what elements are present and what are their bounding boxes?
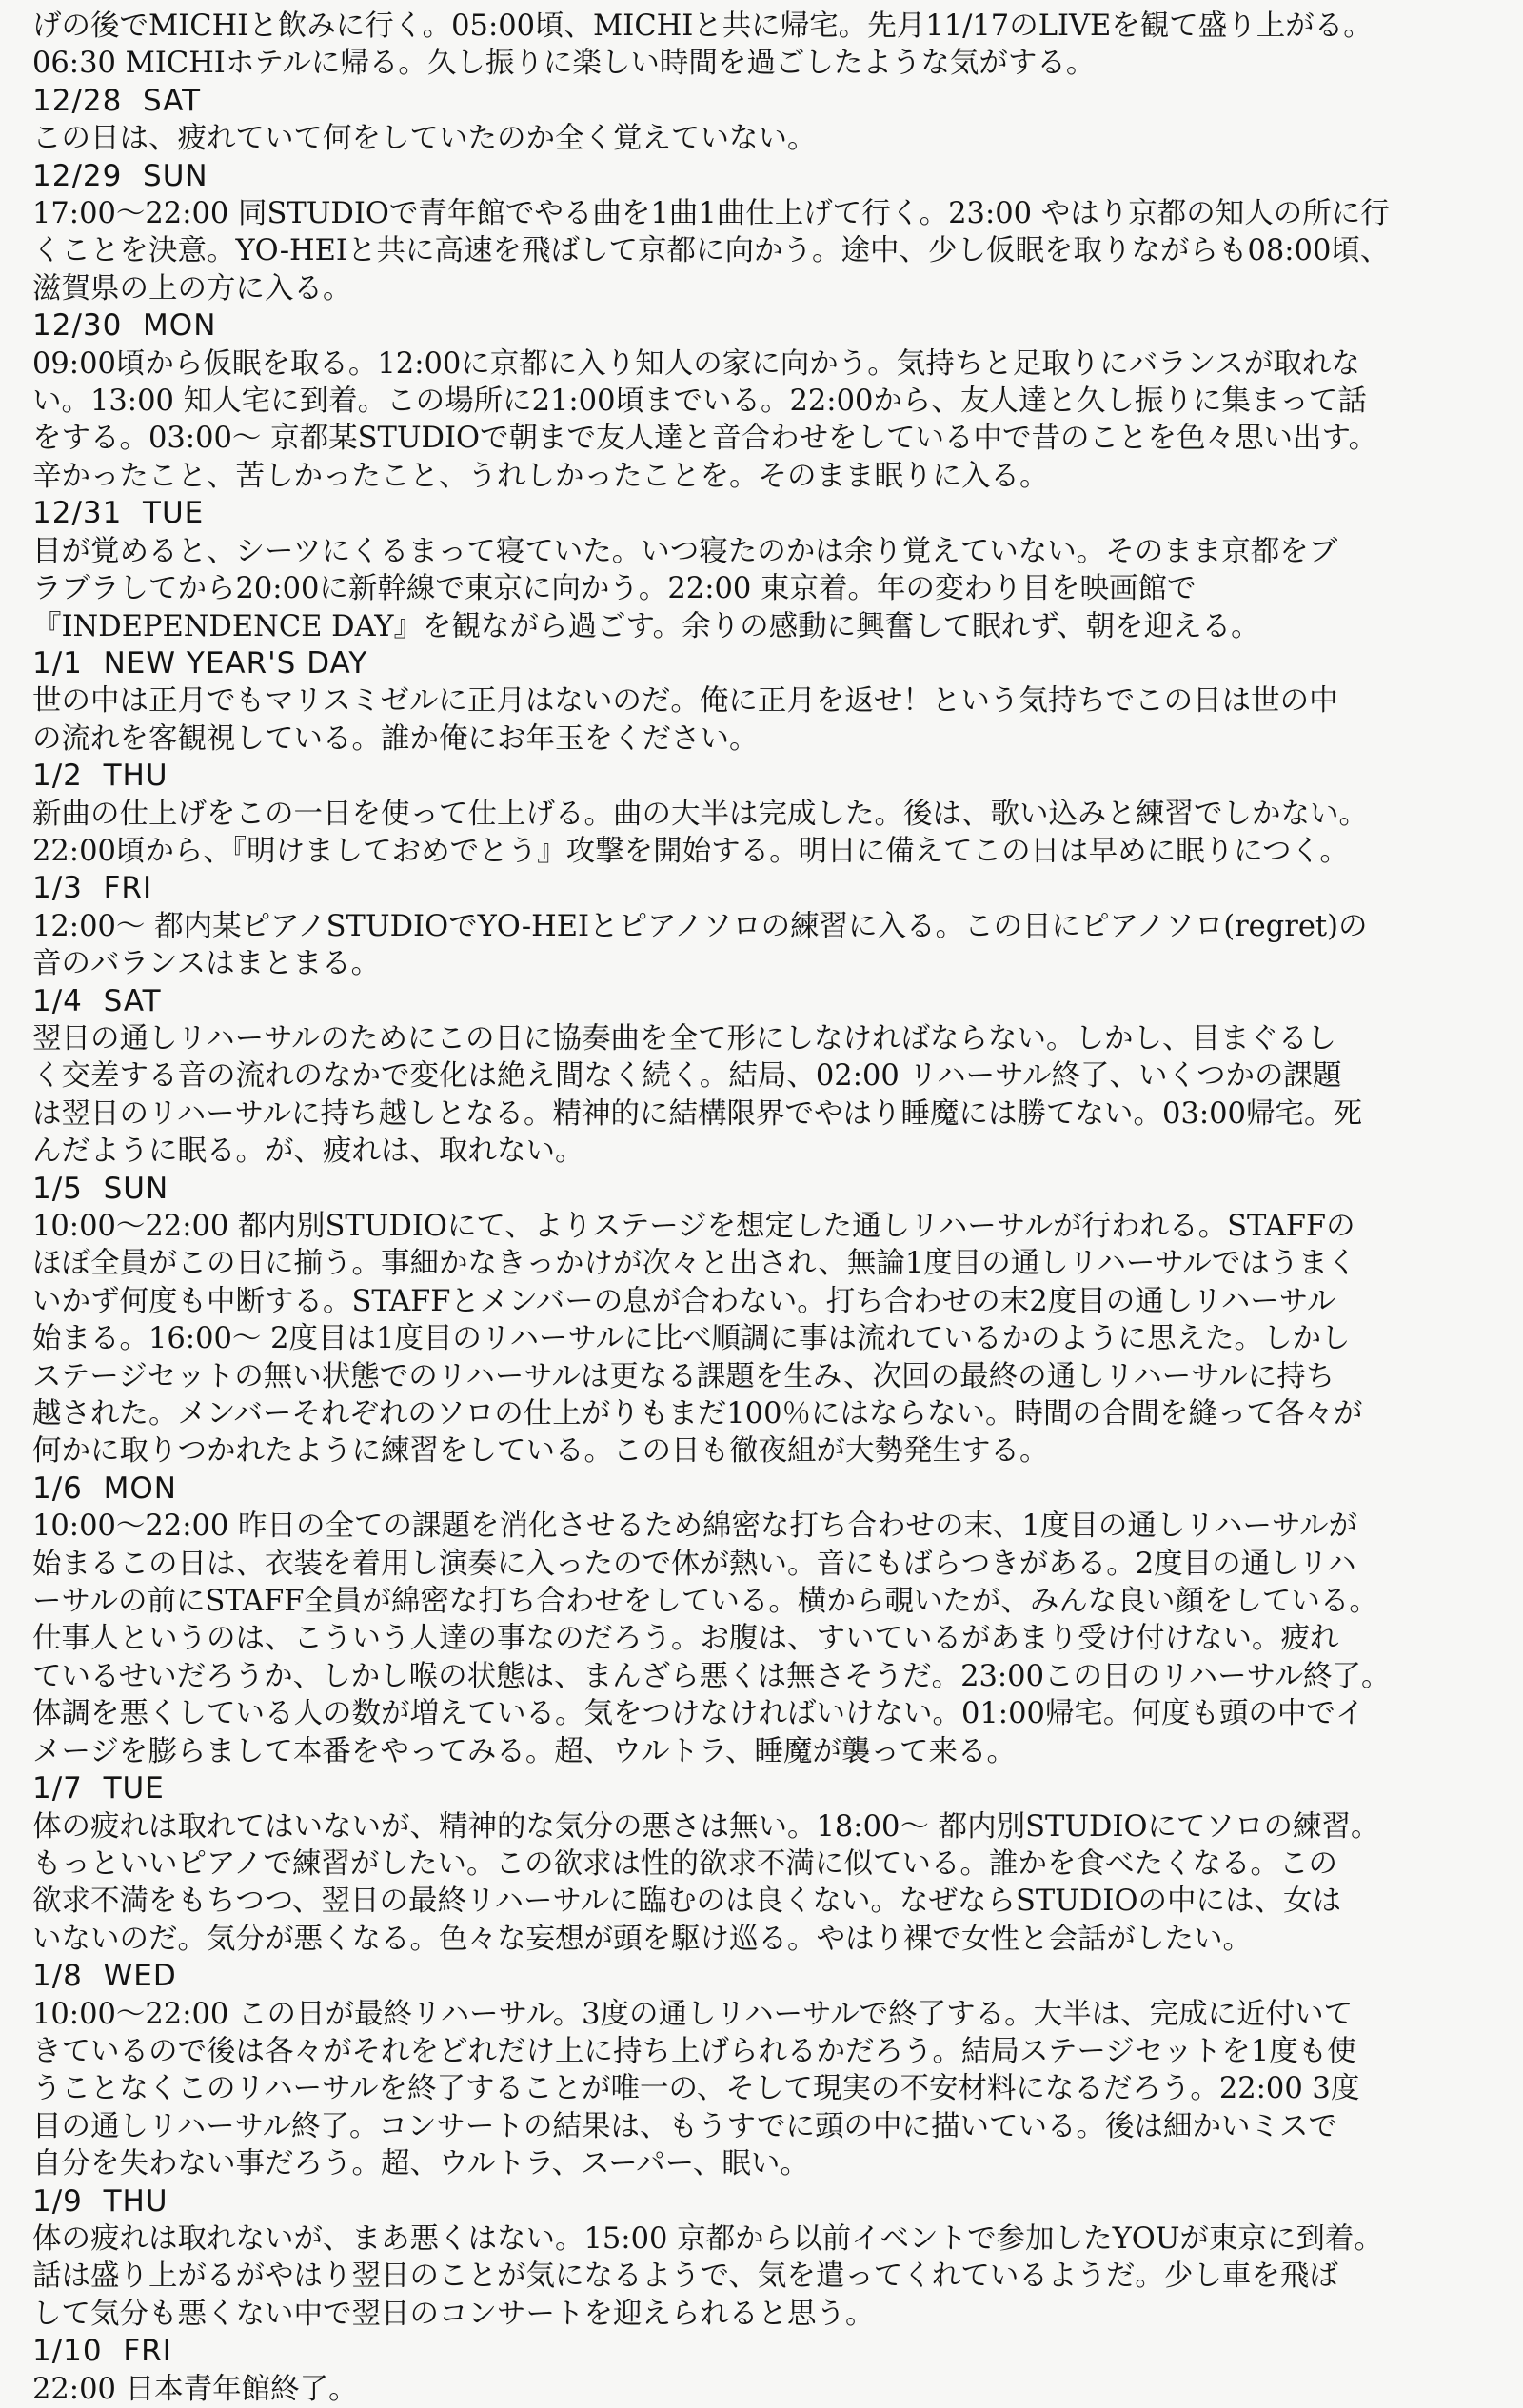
text-line: 『INDEPENDENCE DAY』を観ながら過ごす。余りの感動に興奮して眠れず、朝を迎える。 [32, 609, 1260, 643]
diary-entry [32, 2183, 1502, 2334]
text-line: は翌日のリハーサルに持ち越しとなる。精神的に結構限界でやはり睡魔には勝てない。03:00帰宅。死 [32, 1096, 1362, 1131]
text-line: 何かに取りつかれたように練習をしている。この日も徹夜組が大勢発生する。 [32, 1434, 1049, 1469]
entry-text [32, 533, 1502, 645]
text-line: 滋賀県の上の方に入る。 [32, 271, 352, 306]
text-line: 体調を悪くしている人の数が増えている。気をつけなければいけない。01:00帰宅。何度も頭の中でイ [32, 1697, 1365, 1731]
entry-date: 12/29 SUN [32, 158, 208, 193]
diary-entry [32, 2333, 1502, 2408]
diary-entry [32, 1770, 1502, 1958]
text-line: 09:00頃から仮眠を取る。12:00に京都に入り知人の家に向かう。気持ちと足取りにバランスが取れな [32, 346, 1360, 381]
text-line: 世の中は正月でもマリスミゼルに正月はないのだ。俺に正月を返せ！という気持ちでこの日は世の中 [32, 684, 1338, 719]
entry-text [32, 908, 1502, 983]
text-line: 目の通しリハーサル終了。コンサートの結果は、もうすでに頭の中に描いている。後は細かいミスで [32, 2109, 1337, 2143]
diary-entry [32, 870, 1502, 982]
text-line: ほぼ全員がこの日に揃う。事細かなきっかけが次々と出され、無論1度目の通しリハーサルではうまく [32, 1247, 1357, 1281]
diary-entry [32, 307, 1502, 495]
text-line: 越された。メンバーそれぞれのソロの仕上がりもまだ100％にはならない。時間の合間を縫って各々が [32, 1397, 1363, 1431]
entry-text [32, 8, 1502, 83]
text-line: 22:00頃から、『明けましておめでとう』攻撃を開始する。明日に備えてこの日は早めに眠りにつく。 [32, 834, 1349, 868]
entry-text [32, 1808, 1502, 1959]
text-line: 目が覚めると、シーツにくるまって寝ていた。いつ寝たのかは余り覚えていない。そのまま京都をブ [32, 534, 1338, 568]
text-line: ラブラしてから20:00に新幹線で東京に向かう。22:00 東京着。年の変わり目を映画館で [32, 572, 1197, 606]
text-line: して気分も悪くない中で翌日のコンサートを迎えられると思う。 [32, 2297, 875, 2331]
text-line: くことを決意。YO-HEIと共に高速を飛ばして京都に向かう。途中、少し仮眠を取りながらも08:00頃、 [32, 234, 1390, 268]
text-line: 10:00～22:00 この日が最終リハーサル。3度の通しリハーサルで終了する。大半は、完成に近付いて [32, 1997, 1354, 2031]
entry-date: 1/3 FRI [32, 871, 153, 906]
text-line: 22:00 日本青年館終了。 [32, 2372, 358, 2406]
entry-date: 12/30 MON [32, 308, 217, 344]
text-line: この日は、疲れていて何をしていたのか全く覚えていない。 [32, 122, 817, 156]
entry-date: 1/9 THU [32, 2183, 168, 2219]
text-line: うことなくこのリハーサルを終了することが唯一の、そして現実の不安材料になるだろう。22:00 3度 [32, 2072, 1360, 2106]
entry-date: 1/6 MON [32, 1470, 177, 1506]
diary-entry [32, 8, 1502, 83]
entry-text [32, 2220, 1502, 2333]
text-line: 06:30 MICHIホテルに帰る。久し振りに楽しい時間を過ごしたような気がする。 [32, 47, 1096, 81]
diary-entry [32, 1958, 1502, 2182]
diary-entry [32, 983, 1502, 1171]
text-line: 17:00～22:00 同STUDIOで青年館でやる曲を1曲1曲仕上げて行く。23:00 やはり京都の知人の所に行 [32, 197, 1390, 231]
text-line: 欲求不満をもちつつ、翌日の最終リハーサルに臨むのは良くない。なぜならSTUDIOの中には、女は [32, 1885, 1341, 1919]
diary-entry [32, 758, 1502, 870]
entry-text [32, 796, 1502, 871]
text-line: 翌日の通しリハーサルのためにこの日に協奏曲を全て形にしなければならない。しかし、目まぐるし [32, 1021, 1337, 1056]
text-line: ーサルの前にSTAFF全員が綿密な打ち合わせをしている。横から覗いたが、みんな良い顔をしている。 [32, 1585, 1378, 1619]
text-line: 10:00～22:00 都内別STUDIOにて、よりステージを想定した通しリハーサルが行われる。STAFFの [32, 1210, 1355, 1243]
text-line: ステージセットの無い状態でのリハーサルは更なる課題を生み、次回の最終の通しリハーサルに持ち [32, 1359, 1335, 1393]
text-line: 仕事人というのは、こういう人達の事なのだろう。お腹は、すいているがあまり受け付けない。疲れ [32, 1622, 1339, 1656]
text-line: をする。03:00～ 京都某STUDIOで朝まで友人達と音合わせをしている中で昔のことを色々思い出す。 [32, 422, 1378, 456]
diary-entry [32, 158, 1502, 308]
entry-text [32, 1208, 1502, 1470]
text-line: 体の疲れは取れないが、まあ悪くはない。15:00 京都から以前イベントで参加したYOUが東京に到着。 [32, 2221, 1383, 2256]
entry-date: 1/4 SAT [32, 983, 162, 1018]
diary-entry [32, 645, 1502, 758]
text-line: もっといいピアノで練習がしたい。この欲求は性的欲求不満に似ている。誰かを食べたくなる。この [32, 1846, 1337, 1881]
entry-date: 12/31 TUE [32, 496, 205, 531]
text-line: げの後でMICHIと飲みに行く。05:00頃、MICHIと共に帰宅。先月11/17のLIVEを観て盛り上がる。 [32, 10, 1373, 43]
text-line: 始まるこの日は、衣装を着用し演奏に入ったので体が熱い。音にもばらつきがある。2度目の通しリハ [32, 1547, 1356, 1581]
text-line: 10:00～22:00 昨日の全ての課題を消化させるため綿密な打ち合わせの末、1度目の通しリハーサルが [32, 1510, 1357, 1544]
diary-entry [32, 83, 1502, 158]
text-line: いないのだ。気分が悪くなる。色々な妄想が頭を駆け巡る。やはり裸で女性と会話がしたい。 [32, 1922, 1252, 1956]
text-line: 音のバランスはまとまる。 [32, 947, 381, 981]
text-line: 話は盛り上がるがやはり翌日のことが気になるようで、気を遣ってくれているようだ。少し車を飛ば [32, 2260, 1338, 2294]
entry-date: 1/7 TUE [32, 1771, 165, 1806]
text-line: の流れを客観視している。誰か俺にお年玉をください。 [32, 721, 759, 756]
text-line: 体の疲れは取れてはいないが、精神的な気分の悪さは無い。18:00～ 都内別STUDIOにてソロの練習。 [32, 1809, 1380, 1844]
diary-entry [32, 1171, 1502, 1470]
text-line: 新曲の仕上げをこの一日を使って仕上げる。曲の大半は完成した。後は、歌い込みと練習でしかない。 [32, 797, 1368, 831]
entry-text [32, 2371, 1502, 2408]
text-line: 始まる。16:00～ 2度目は1度目のリハーサルに比べ順調に事は流れているかのように思えた。しかし [32, 1322, 1351, 1356]
text-line: メージを膨らまして本番をやってみる。超、ウルトラ、睡魔が襲って来る。 [32, 1734, 1017, 1768]
text-line: んだように眠る。が、疲れは、取れない。 [32, 1135, 584, 1169]
text-line: い。13:00 知人宅に到着。この場所に21:00頃までいる。22:00から、友人達と久し振りに集まって話 [32, 385, 1367, 419]
entry-date: 1/5 SUN [32, 1171, 169, 1206]
entry-date: 1/1 NEW YEAR'S DAY [32, 645, 368, 681]
entry-text [32, 1508, 1502, 1770]
entry-date: 1/2 THU [32, 759, 168, 794]
entry-text [32, 120, 1502, 157]
text-line: く交差する音の流れのなかで変化は絶え間なく続く。結局、02:00 リハーサル終了、いくつかの課題 [32, 1059, 1342, 1094]
entry-text [32, 682, 1502, 758]
text-line: ているせいだろうか、しかし喉の状態は、まんざら悪くは無さそうだ。23:00この日のリハーサル終了。 [32, 1659, 1391, 1693]
text-line: いかず何度も中断する。STAFFとメンバーの息が合わない。打ち合わせの末2度目の通しリハーサル [32, 1284, 1336, 1318]
entry-text [32, 345, 1502, 496]
diary-entry [32, 495, 1502, 645]
entry-date: 1/10 FRI [32, 2334, 172, 2369]
entry-text [32, 195, 1502, 307]
text-line: 自分を失わない事だろう。超、ウルトラ、スーパー、眠い。 [32, 2147, 809, 2181]
entry-date: 12/28 SAT [32, 83, 202, 118]
text-line: きているので後は各々がそれをどれだけ上に持ち上げられるかだろう。結局ステージセットを1度も使 [32, 2034, 1356, 2068]
entry-text [32, 1996, 1502, 2183]
entry-text [32, 1020, 1502, 1171]
diary-entry [32, 1470, 1502, 1770]
text-line: 12:00～ 都内某ピアノSTUDIOでYO-HEIとピアノソロの練習に入る。この日にピアノソロ(regret)の [32, 909, 1368, 943]
entry-date: 1/8 WED [32, 1959, 177, 1994]
text-line: 辛かったこと、苦しかったこと、うれしかったことを。そのまま眠りに入る。 [32, 459, 1049, 493]
